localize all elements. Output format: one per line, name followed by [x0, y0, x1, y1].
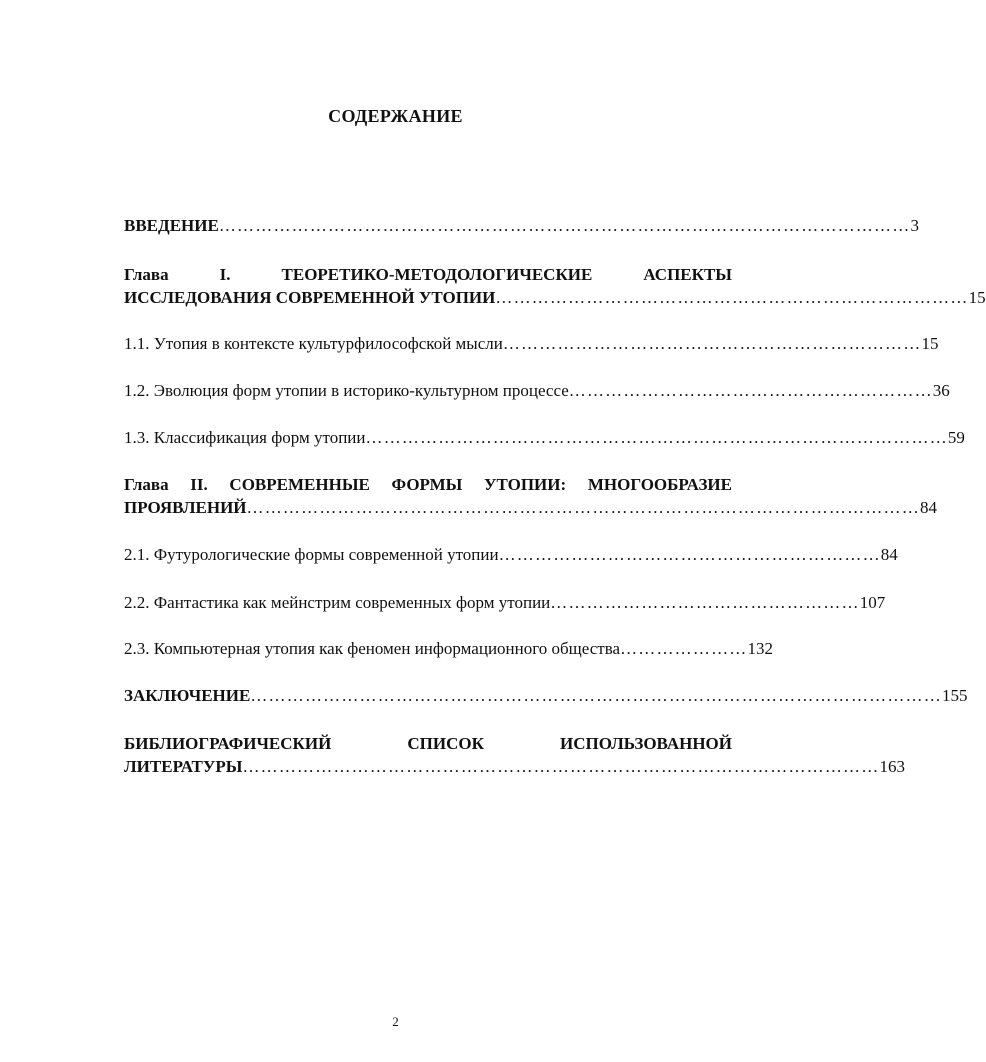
toc-section-2-2[interactable] [124, 592, 886, 614]
dot-leader: …………………………………………… [550, 593, 860, 612]
toc-section-1-1[interactable] [124, 333, 939, 355]
dot-leader: ……………………………………………………… [498, 545, 881, 564]
toc-page-number: 59 [947, 428, 965, 447]
dot-leader: …………………………………………………………………… [495, 288, 969, 307]
page-number: 2 [392, 1014, 399, 1029]
toc-page-number: 107 [859, 593, 886, 612]
toc-section-1-2[interactable] [124, 380, 950, 402]
toc-page-number: 163 [879, 757, 905, 776]
toc-entry-title: 1.2. Эволюция форм утопии в историко-культурном процессе [124, 381, 569, 400]
toc-entry-title: ИССЛЕДОВАНИЯ СОВРЕМЕННОЙ УТОПИИ [124, 288, 496, 307]
toc-entry-title: ВВЕДЕНИЕ [124, 216, 219, 235]
toc-page-number: 3 [910, 216, 919, 235]
toc-entry-conclusion[interactable] [124, 685, 968, 707]
toc-entry-title: 1.3. Классификация форм утопии [124, 428, 366, 447]
toc-entry-title: 2.3. Компьютерная утопия как феномен информационного общества [124, 639, 621, 658]
dot-leader: …………………………………………………………………………………… [365, 428, 948, 447]
toc-page-number: 84 [880, 545, 898, 564]
toc-section-1-3[interactable] [124, 427, 965, 449]
dot-leader: …………………………………………………………………………………………………… [218, 216, 911, 235]
toc-entry-title: ЗАКЛЮЧЕНИЕ [124, 686, 251, 705]
toc-section-2-3[interactable] [124, 638, 773, 660]
page-title: СОДЕРЖАНИЕ [328, 106, 463, 126]
toc-entry-title: 2.1. Футурологические формы современной утопии [124, 545, 499, 564]
dot-leader: …………………………………………………………………………………………… [242, 757, 880, 776]
toc-chapter-2-line2[interactable] [124, 497, 937, 519]
toc-entry-title: 2.2. Фантастика как мейнстрим современных форм утопии [124, 593, 551, 612]
toc-page-number: 15 [921, 334, 939, 353]
toc-bibliography-line2[interactable] [124, 756, 905, 778]
toc-chapter-2-line1[interactable]: Глава II. СОВРЕМЕННЫЕ ФОРМЫ УТОПИИ: МНОГООБРАЗИЕ [124, 475, 732, 494]
dot-leader: ………………………………………………………………………………………………… [246, 498, 920, 517]
dot-leader: …………………………………………………………… [502, 334, 922, 353]
toc-page-number: 132 [747, 639, 773, 658]
toc-page-number: 155 [941, 686, 968, 705]
toc-chapter-1-line2[interactable] [124, 287, 986, 309]
toc-entry-title: ЛИТЕРАТУРЫ [124, 757, 243, 776]
toc-section-2-1[interactable] [124, 544, 898, 566]
dot-leader: …………………………………………………………………………………………………… [250, 686, 942, 705]
toc-chapter-1-line1[interactable]: Глава I. ТЕОРЕТИКО-МЕТОДОЛОГИЧЕСКИЕ АСПЕКТЫ [124, 265, 732, 284]
toc-entry-title: 1.1. Утопия в контексте культурфилософской мысли [124, 334, 503, 353]
toc-page-number: 84 [919, 498, 937, 517]
toc-page-number: 36 [932, 381, 950, 400]
dot-leader: ………………… [620, 639, 748, 658]
toc-entry-title: ПРОЯВЛЕНИЙ [124, 498, 247, 517]
toc-entry-intro[interactable] [124, 215, 919, 237]
dot-leader: …………………………………………………… [568, 381, 933, 400]
toc-bibliography-line1[interactable]: БИБЛИОГРАФИЧЕСКИЙ СПИСОК ИСПОЛЬЗОВАННОЙ [124, 734, 732, 753]
toc-page-number: 15 [968, 288, 986, 307]
